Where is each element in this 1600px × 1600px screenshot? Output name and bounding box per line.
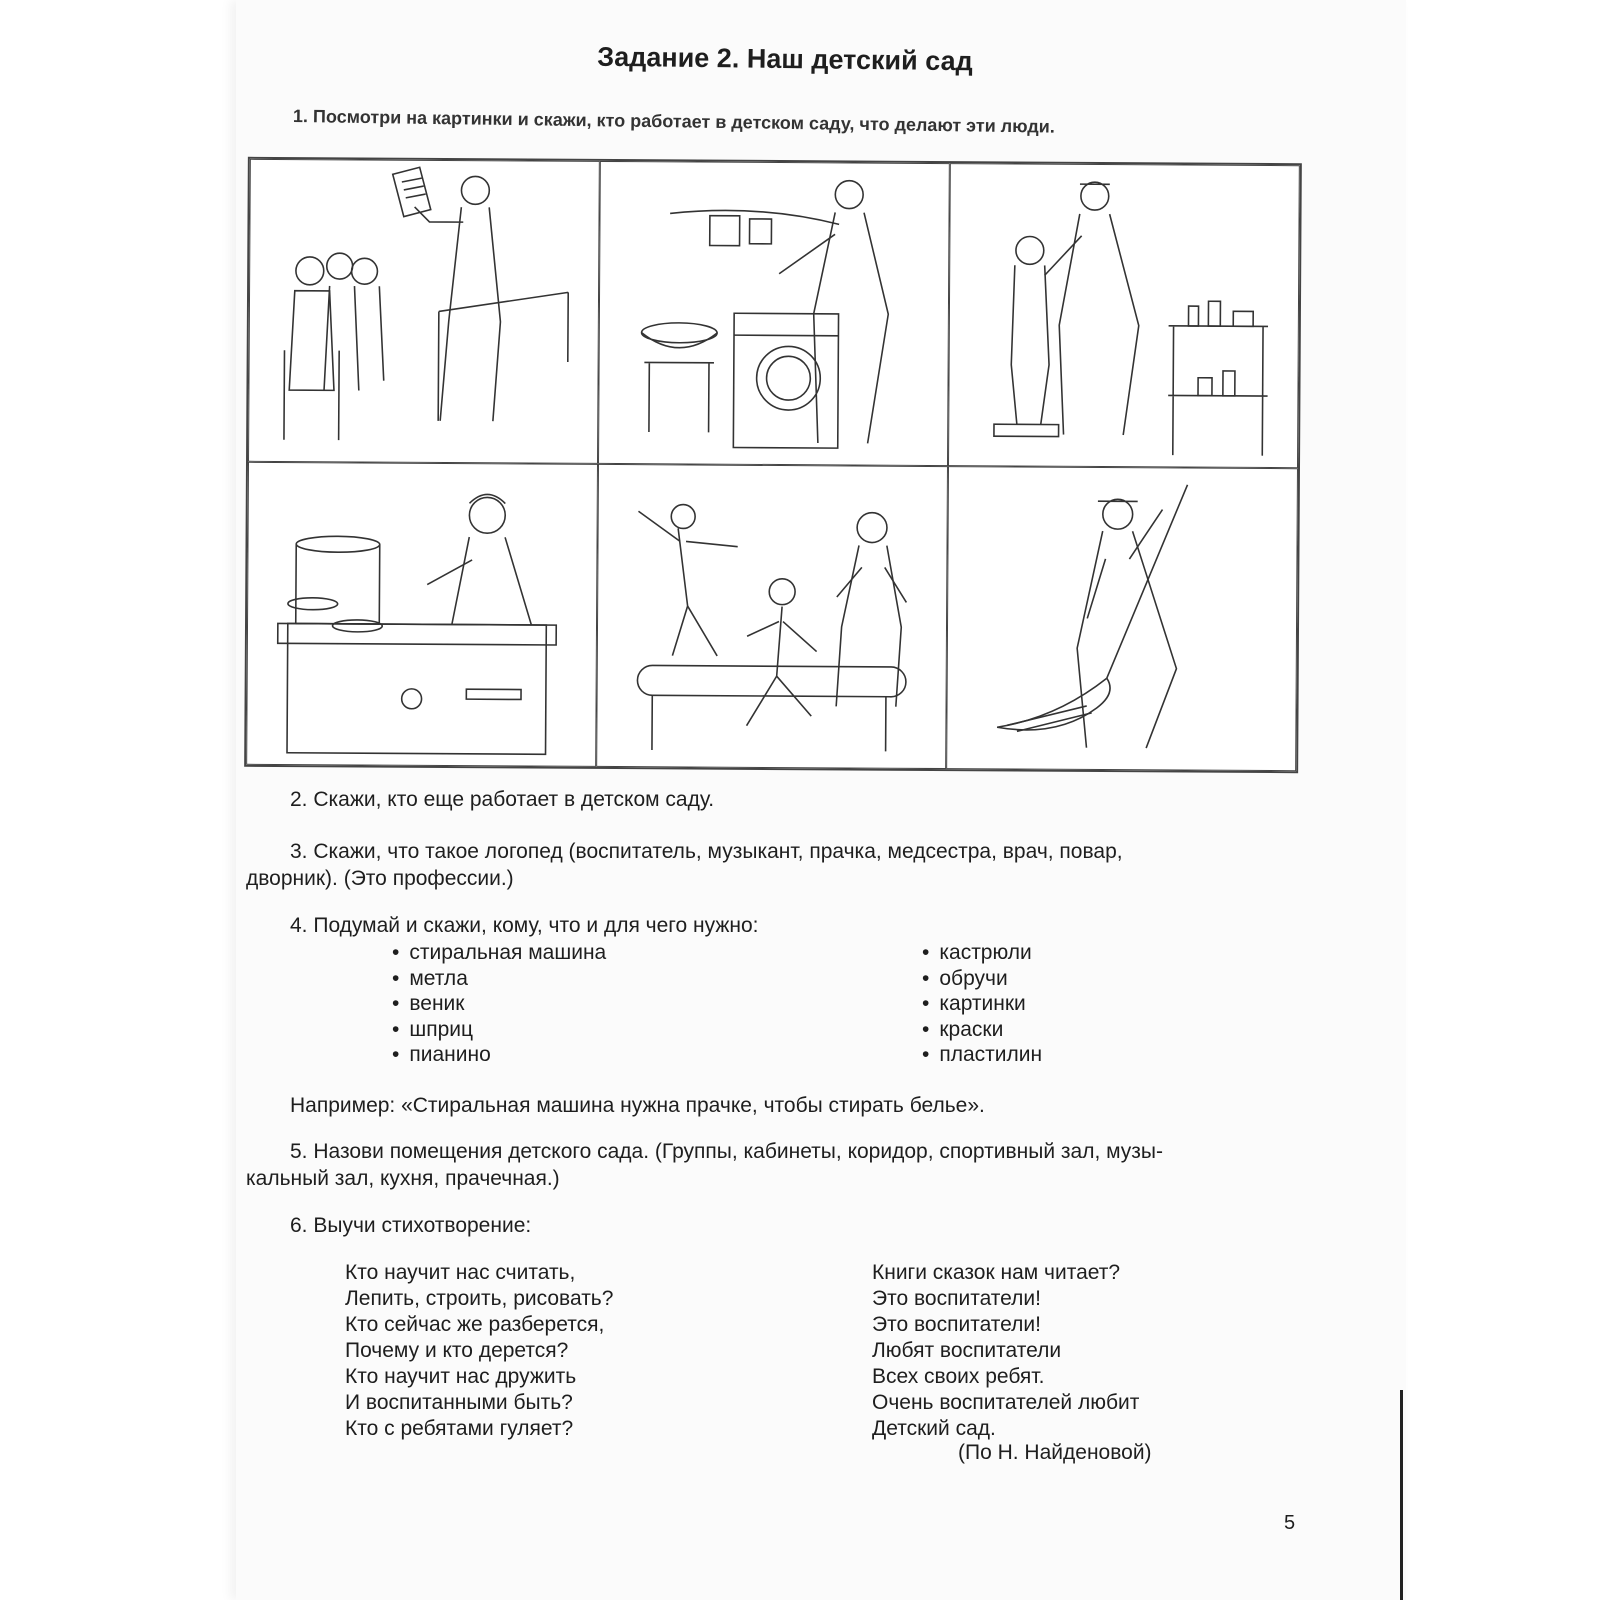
poem-line: Это воспитатели! <box>872 1287 1041 1310</box>
page-edge-divider <box>1400 1390 1403 1600</box>
teacher-illustration <box>249 160 599 463</box>
page-title: Задание 2. Наш детский сад <box>597 41 973 77</box>
poem-line: Кто научит нас дружить <box>345 1365 577 1388</box>
picture-grid <box>244 157 1302 773</box>
task-4-right-list <box>922 940 1042 1068</box>
poem-line: Это воспитатели! <box>872 1313 1041 1336</box>
poem-line: Лепить, строить, рисовать? <box>345 1287 614 1310</box>
gym-illustration <box>597 465 947 768</box>
task-6 <box>246 1212 1306 1239</box>
nurse-illustration <box>949 164 1299 467</box>
poem-line: Кто сейчас же разберется, <box>345 1313 605 1336</box>
task-2 <box>246 786 1306 813</box>
picture-laundress <box>598 161 950 466</box>
list-item: • стиральная машина <box>392 940 606 966</box>
poem-line: Кто с ребятами гуляет? <box>345 1417 574 1440</box>
picture-cook <box>246 462 598 767</box>
poem-right-column <box>872 1260 1139 1442</box>
task-4-left-list <box>392 940 606 1068</box>
list-item: • веник <box>392 991 606 1017</box>
task-4 <box>246 912 1306 939</box>
task-3-lead: 3. Скажи, что такое логопед (воспитатель, музыкант, прачка, медсестра, врач, повар, <box>290 840 1123 863</box>
picture-janitor <box>946 466 1298 771</box>
task-5-rest: кальный зал, кухня, прачечная.) <box>246 1167 560 1190</box>
task-4-example <box>246 1092 1306 1119</box>
task-3 <box>246 838 1306 892</box>
task-4-example-text: Например: «Стиральная машина нужна прачке, чтобы стирать белье». <box>290 1094 985 1117</box>
janitor-illustration <box>947 467 1297 770</box>
task-2-text: 2. Скажи, кто еще работает в детском саду. <box>290 788 715 811</box>
picture-nurse <box>948 163 1300 468</box>
list-item: • обручи <box>922 966 1042 992</box>
poem-line: Любят воспитатели <box>872 1339 1062 1362</box>
laundress-illustration <box>599 162 949 465</box>
task-6-text: 6. Выучи стихотворение: <box>290 1214 532 1237</box>
poem-author: (По Н. Найденовой) <box>958 1441 1152 1464</box>
list-item: • шприц <box>392 1017 606 1043</box>
picture-gym <box>596 464 948 769</box>
poem-line: Очень воспитателей любит <box>872 1391 1140 1414</box>
list-item: • пианино <box>392 1042 606 1068</box>
poem-line: Всех своих ребят. <box>872 1365 1045 1388</box>
poem-left-column <box>345 1260 613 1442</box>
task-4-lead: 4. Подумай и скажи, кому, что и для чего нужно: <box>290 914 759 937</box>
task-3-rest: дворник). (Это профессии.) <box>246 867 514 890</box>
cook-illustration <box>247 463 597 766</box>
task-1-instruction: 1. Посмотри на картинки и скажи, кто работает в детском саду, что делают эти люди. <box>292 106 1055 137</box>
list-item: • картинки <box>922 991 1042 1017</box>
task-5-lead: 5. Назови помещения детского сада. (Группы, кабинеты, коридор, спортивный зал, музы- <box>290 1140 1164 1163</box>
poem-line: Кто научит нас считать, <box>345 1261 576 1284</box>
list-item: • метла <box>392 966 606 992</box>
list-item: • кастрюли <box>922 940 1042 966</box>
task-5 <box>246 1138 1306 1192</box>
poem-line: Книги сказок нам читает? <box>872 1261 1121 1284</box>
list-item: • пластилин <box>922 1042 1042 1068</box>
page-number: 5 <box>1284 1512 1296 1534</box>
picture-teacher <box>248 159 600 464</box>
list-item: • краски <box>922 1017 1042 1043</box>
poem-line: Почему и кто дерется? <box>345 1339 569 1362</box>
poem-line: И воспитанными быть? <box>345 1391 573 1414</box>
poem-line: Детский сад. <box>872 1417 996 1440</box>
